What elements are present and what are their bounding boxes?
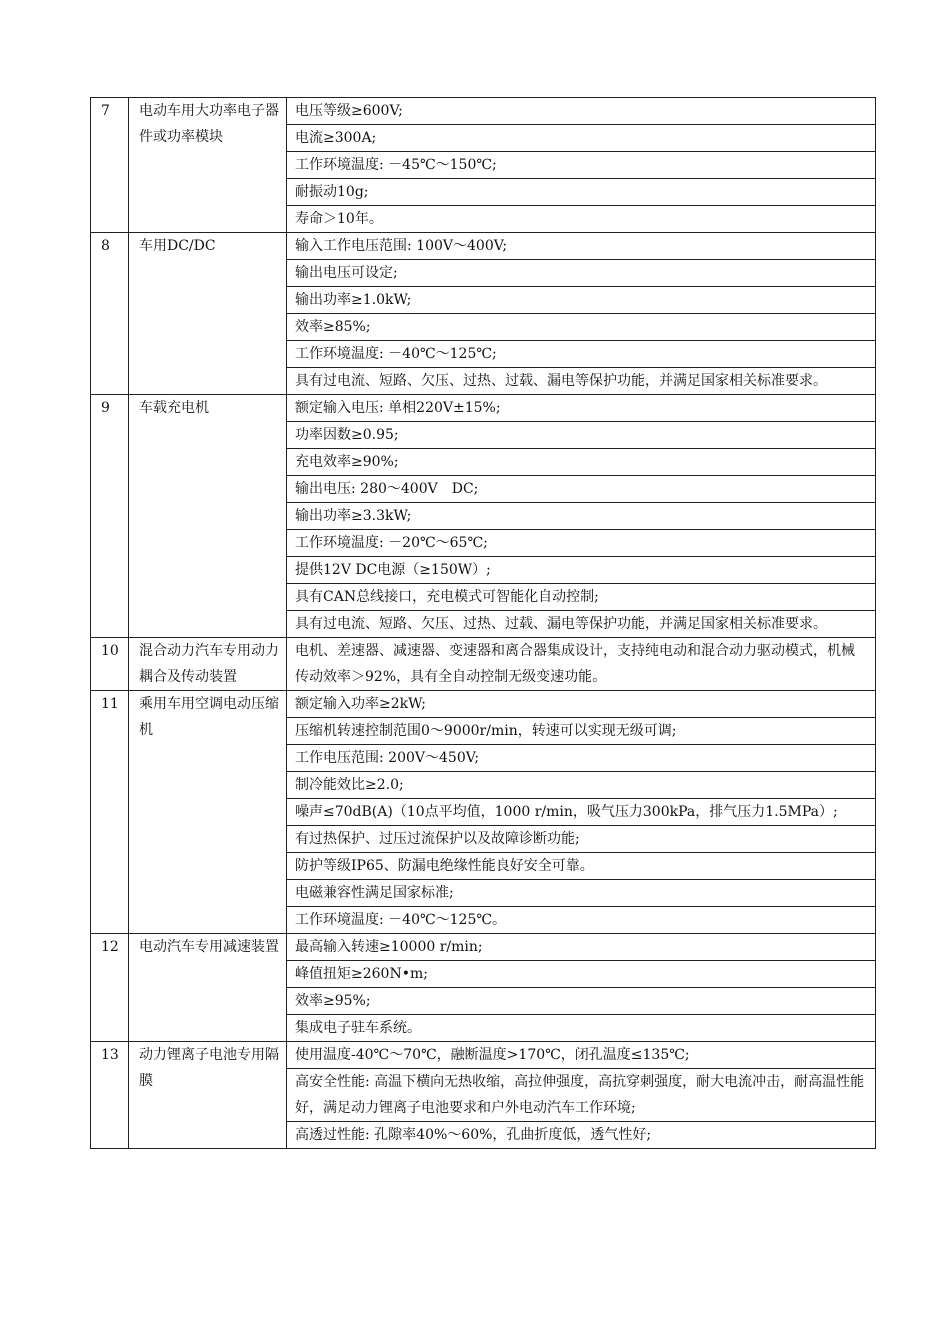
item-name: 动力锂离子电池专用隔膜	[129, 1042, 287, 1149]
spec-cell: 工作环境温度: －20℃～65℃;	[287, 530, 876, 557]
spec-cell: 寿命＞10年。	[287, 206, 876, 233]
item-number: 8	[91, 233, 129, 395]
item-name: 乘用车用空调电动压缩机	[129, 691, 287, 934]
table-row	[91, 233, 876, 260]
item-name: 电动汽车专用减速装置	[129, 934, 287, 1042]
spec-cell: 电流≥300A;	[287, 125, 876, 152]
spec-cell: 输出功率≥3.3kW;	[287, 503, 876, 530]
item-number: 13	[91, 1042, 129, 1149]
item-name: 混合动力汽车专用动力耦合及传动装置	[129, 638, 287, 691]
spec-table-body	[91, 98, 876, 1149]
spec-cell: 效率≥85%;	[287, 314, 876, 341]
table-row	[91, 638, 876, 691]
spec-cell: 具有CAN总线接口，充电模式可智能化自动控制;	[287, 584, 876, 611]
spec-cell: 工作环境温度: －45℃～150℃;	[287, 152, 876, 179]
table-row	[91, 691, 876, 718]
item-name: 车用DC/DC	[129, 233, 287, 395]
table-row	[91, 1042, 876, 1069]
spec-cell: 额定输入功率≥2kW;	[287, 691, 876, 718]
spec-cell: 噪声≤70dB(A)（10点平均值，1000 r/min，吸气压力300kPa，排气压力1.5MPa）;	[287, 799, 876, 826]
spec-cell: 集成电子驻车系统。	[287, 1015, 876, 1042]
spec-cell: 电磁兼容性满足国家标准;	[287, 880, 876, 907]
spec-cell: 最高输入转速≥10000 r/min;	[287, 934, 876, 961]
spec-cell: 峰值扭矩≥260N•m;	[287, 961, 876, 988]
spec-cell: 额定输入电压: 单相220V±15%;	[287, 395, 876, 422]
item-number: 10	[91, 638, 129, 691]
item-name: 车载充电机	[129, 395, 287, 638]
table-row	[91, 395, 876, 422]
table-row	[91, 98, 876, 125]
item-number: 7	[91, 98, 129, 233]
spec-cell: 工作环境温度: －40℃～125℃。	[287, 907, 876, 934]
spec-cell: 高透过性能: 孔隙率40%～60%，孔曲折度低，透气性好;	[287, 1122, 876, 1149]
spec-cell: 充电效率≥90%;	[287, 449, 876, 476]
spec-cell: 制冷能效比≥2.0;	[287, 772, 876, 799]
spec-cell: 压缩机转速控制范围0～9000r/min，转速可以实现无级可调;	[287, 718, 876, 745]
spec-cell: 电机、差速器、减速器、变速器和离合器集成设计，支持纯电动和混合动力驱动模式，机械传动效率＞92%，具有全自动控制无级变速功能。	[287, 638, 876, 691]
spec-table-page	[90, 97, 876, 1149]
spec-cell: 有过热保护、过压过流保护以及故障诊断功能;	[287, 826, 876, 853]
spec-table	[90, 97, 876, 1149]
table-row	[91, 934, 876, 961]
spec-cell: 提供12V DC电源（≥150W）;	[287, 557, 876, 584]
spec-cell: 耐振动10g;	[287, 179, 876, 206]
spec-cell: 效率≥95%;	[287, 988, 876, 1015]
spec-cell: 输出电压: 280～400V DC;	[287, 476, 876, 503]
item-number: 9	[91, 395, 129, 638]
spec-cell: 具有过电流、短路、欠压、过热、过载、漏电等保护功能，并满足国家相关标准要求。	[287, 611, 876, 638]
item-name: 电动车用大功率电子器件或功率模块	[129, 98, 287, 233]
item-number: 12	[91, 934, 129, 1042]
spec-cell: 具有过电流、短路、欠压、过热、过载、漏电等保护功能，并满足国家相关标准要求。	[287, 368, 876, 395]
spec-cell: 工作电压范围: 200V～450V;	[287, 745, 876, 772]
spec-cell: 输入工作电压范围: 100V～400V;	[287, 233, 876, 260]
spec-cell: 输出功率≥1.0kW;	[287, 287, 876, 314]
item-number: 11	[91, 691, 129, 934]
spec-cell: 输出电压可设定;	[287, 260, 876, 287]
spec-cell: 高安全性能: 高温下横向无热收缩，高拉伸强度，高抗穿刺强度，耐大电流冲击，耐高温性能好，满足动力锂离子电池要求和户外电动汽车工作环境;	[287, 1069, 876, 1122]
spec-cell: 功率因数≥0.95;	[287, 422, 876, 449]
spec-cell: 电压等级≥600V;	[287, 98, 876, 125]
spec-cell: 防护等级IP65、防漏电绝缘性能良好安全可靠。	[287, 853, 876, 880]
spec-cell: 使用温度-40℃～70℃，融断温度>170℃，闭孔温度≤135℃;	[287, 1042, 876, 1069]
spec-cell: 工作环境温度: －40℃～125℃;	[287, 341, 876, 368]
